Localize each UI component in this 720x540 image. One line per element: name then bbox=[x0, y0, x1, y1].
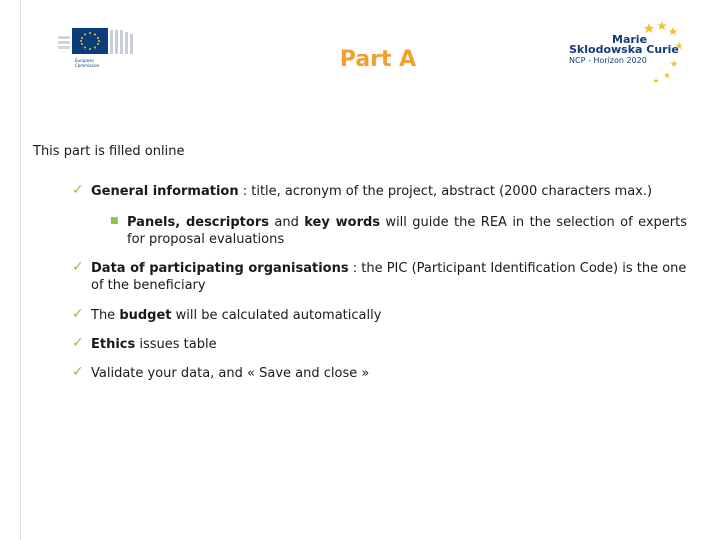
check-icon: ✓ bbox=[72, 306, 84, 322]
list-item: Data of participating organisations : the PIC (Participant Identification Code) is the one of the beneficiary bbox=[91, 261, 687, 293]
check-icon: ✓ bbox=[72, 259, 84, 275]
msca-logo: Marie Sklodowska Curie NCP - Horizon 2020 bbox=[565, 15, 690, 83]
list-item: Panels, descriptors and key words will guide the REA in the selection of experts for proposal evaluations bbox=[127, 215, 687, 247]
check-icon: ✓ bbox=[72, 364, 84, 380]
list-item: Validate your data, and « Save and close » bbox=[91, 366, 370, 381]
intro-text: This part is filled online bbox=[33, 144, 185, 159]
square-bullet-icon: ■ bbox=[110, 216, 119, 226]
list-item: The budget will be calculated automatically bbox=[91, 308, 382, 323]
check-icon: ✓ bbox=[72, 182, 84, 198]
list-item: Ethics issues table bbox=[91, 337, 217, 352]
left-margin-bar bbox=[0, 0, 21, 540]
check-icon: ✓ bbox=[72, 335, 84, 351]
page-title: Part A bbox=[339, 47, 417, 72]
list-item: General information : title, acronym of the project, abstract (2000 characters max.) bbox=[91, 184, 653, 199]
ec-logo-text: European Commission bbox=[75, 58, 100, 68]
